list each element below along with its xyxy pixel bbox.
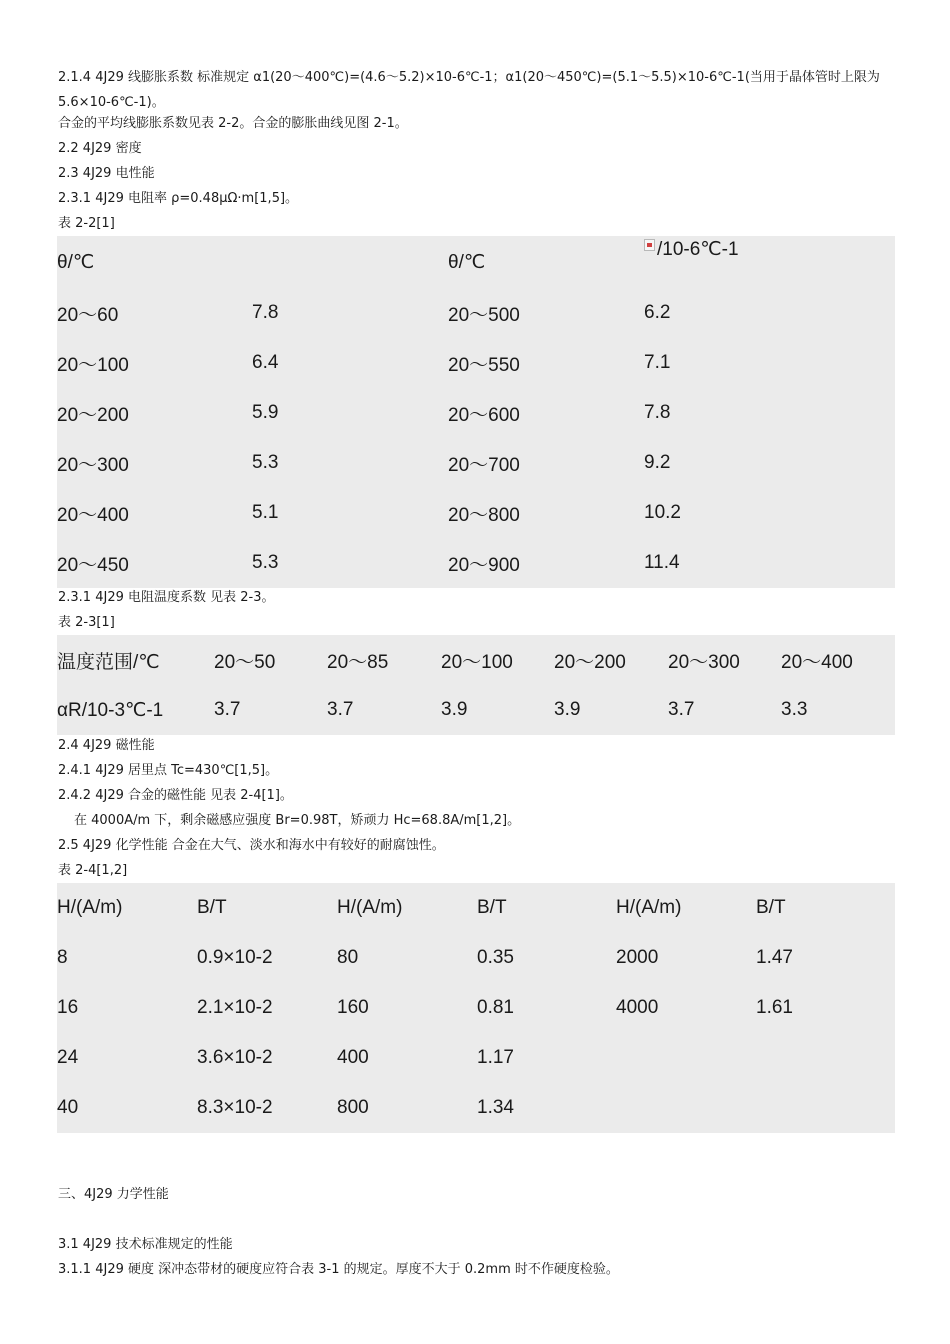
table-cell: 0.81	[477, 997, 514, 1018]
table-cell: 5.9	[252, 402, 279, 423]
table-cell: 1.47	[756, 947, 793, 968]
table-cell: 20～60	[57, 304, 119, 326]
table-row	[57, 685, 895, 735]
table-cell	[756, 1033, 895, 1083]
paragraph-2-1-4: 2.1.4 4J29 线膨胀系数 标准规定 α1(20～400℃)=(4.6～5.2)×10-6℃-1；α1(20～450℃)=(5.1～5.5)×10-6℃-1(当用于晶体管时上限为 5.6×10-6℃-1)。	[58, 70, 880, 110]
unit-label: /10-6℃-1	[657, 239, 739, 260]
paragraph-2-4-1-curie: 2.4.1 4J29 居里点 Tc=430℃[1,5]。	[58, 763, 279, 778]
paragraph-average-expansion: 合金的平均线膨胀系数见表 2-2。合金的膨胀曲线见图 2-1。	[58, 116, 408, 131]
table-cell: 3.7	[327, 699, 354, 720]
paragraph-remanence: 在 4000A/m 下，剩余磁感应强度 Br=0.98T，矫顽力 Hc=68.8A/m[1,2]。	[74, 813, 521, 828]
table-cell: 40	[57, 1097, 79, 1118]
table-cell: 20～100	[441, 651, 513, 673]
table-cell	[756, 1083, 895, 1133]
table-cell: H/(A/m)	[337, 897, 403, 918]
table-row	[57, 1083, 895, 1133]
table-cell: 3.3	[781, 699, 808, 720]
table-2-3	[57, 635, 895, 735]
table-cell: 3.7	[214, 699, 241, 720]
table-row	[57, 983, 895, 1033]
heading-2-2-density: 2.2 4J29 密度	[58, 141, 142, 156]
table-cell: 6.4	[252, 352, 279, 373]
table-cell: H/(A/m)	[616, 897, 682, 918]
table-cell: 20～400	[781, 651, 853, 673]
table-cell: θ/℃	[448, 251, 486, 273]
table-cell: 1.17	[477, 1047, 514, 1068]
table-cell: 5.3	[252, 452, 279, 473]
table-cell: 7.8	[644, 402, 671, 423]
table-cell: 20～200	[554, 651, 626, 673]
table-cell: 6.2	[644, 302, 671, 323]
table-header-row	[57, 883, 895, 933]
paragraph-3-1-1-hardness: 3.1.1 4J29 硬度 深冲态带材的硬度应符合表 3-1 的规定。厚度不大于 0.2mm 时不作硬度检验。	[58, 1262, 619, 1277]
table-cell	[616, 1083, 756, 1133]
table-cell: 3.6×10-2	[197, 1047, 273, 1068]
table-cell: αR/10-3℃-1	[57, 699, 164, 721]
table-cell: 80	[337, 947, 359, 968]
table-row	[57, 488, 895, 538]
table-cell: 10.2	[644, 502, 681, 523]
paragraph-2-5-chemical: 2.5 4J29 化学性能 合金在大气、淡水和海水中有较好的耐腐蚀性。	[58, 838, 445, 853]
table-row	[57, 338, 895, 388]
table-cell: 2000	[616, 947, 659, 968]
table-cell: 16	[57, 997, 79, 1018]
table-row	[57, 388, 895, 438]
table-row	[57, 933, 895, 983]
table-cell: 800	[337, 1097, 369, 1118]
paragraph-2-3-1-temp-coefficient: 2.3.1 4J29 电阻温度系数 见表 2-3。	[58, 590, 275, 605]
heading-2-3-electrical: 2.3 4J29 电性能	[58, 166, 155, 181]
table-cell: 20～800	[448, 504, 520, 526]
section-3-heading: 三、4J29 力学性能	[58, 1187, 169, 1202]
table-2-2	[57, 236, 895, 588]
table-cell: 20～100	[57, 354, 129, 376]
table-2-4	[57, 883, 895, 1133]
table-row	[57, 288, 895, 338]
table-cell: 24	[57, 1047, 79, 1068]
table-cell: 20～600	[448, 404, 520, 426]
table-cell: 5.1	[252, 502, 279, 523]
table-cell: θ/℃	[57, 251, 95, 273]
table-cell: 4000	[616, 997, 659, 1018]
table-cell	[252, 236, 448, 288]
heading-2-4-magnetic: 2.4 4J29 磁性能	[58, 738, 155, 753]
paragraph-2-4-2-magnetic: 2.4.2 4J29 合金的磁性能 见表 2-4[1]。	[58, 788, 293, 803]
table-cell-unit	[644, 236, 895, 288]
table-cell: 20～550	[448, 354, 520, 376]
table-cell: 20～500	[448, 304, 520, 326]
table-2-4-caption: 表 2-4[1,2]	[58, 863, 128, 878]
table-row	[57, 438, 895, 488]
table-cell: 160	[337, 997, 369, 1018]
table-row	[57, 538, 895, 588]
table-cell: 5.3	[252, 552, 279, 573]
table-cell: 0.9×10-2	[197, 947, 273, 968]
table-cell: B/T	[756, 897, 786, 918]
table-row	[57, 1033, 895, 1083]
table-cell	[616, 1033, 756, 1083]
table-header-row	[57, 236, 895, 288]
table-cell: 7.1	[644, 352, 671, 373]
table-cell: 8.3×10-2	[197, 1097, 273, 1118]
table-cell: 20～300	[57, 454, 129, 476]
table-cell: 20～400	[57, 504, 129, 526]
table-cell: 3.9	[554, 699, 581, 720]
table-cell: 20～900	[448, 554, 520, 576]
table-cell: 3.7	[668, 699, 695, 720]
table-cell: 0.35	[477, 947, 514, 968]
broken-image-icon	[644, 239, 655, 251]
table-cell: 20～50	[214, 651, 276, 673]
table-cell: 1.61	[756, 997, 793, 1018]
table-cell: 7.8	[252, 302, 279, 323]
table-cell: B/T	[197, 897, 227, 918]
paragraph-2-3-1-resistivity: 2.3.1 4J29 电阻率 ρ=0.48μΩ·m[1,5]。	[58, 191, 299, 206]
table-row	[57, 635, 895, 685]
heading-3-1: 3.1 4J29 技术标准规定的性能	[58, 1237, 233, 1252]
table-cell: B/T	[477, 897, 507, 918]
table-cell: 温度范围/℃	[57, 651, 160, 673]
table-cell: 20～450	[57, 554, 129, 576]
table-cell: 400	[337, 1047, 369, 1068]
table-cell: 3.9	[441, 699, 468, 720]
table-cell: 20～85	[327, 651, 389, 673]
table-cell: 20～700	[448, 454, 520, 476]
table-cell: 20～300	[668, 651, 740, 673]
table-cell: H/(A/m)	[57, 897, 123, 918]
table-2-2-caption: 表 2-2[1]	[58, 216, 115, 231]
table-cell: 1.34	[477, 1097, 514, 1118]
table-cell: 9.2	[644, 452, 671, 473]
table-cell: 20～200	[57, 404, 129, 426]
table-cell: 8	[57, 947, 68, 968]
table-cell: 2.1×10-2	[197, 997, 273, 1018]
table-cell: 11.4	[644, 552, 680, 573]
table-2-3-caption: 表 2-3[1]	[58, 615, 115, 630]
